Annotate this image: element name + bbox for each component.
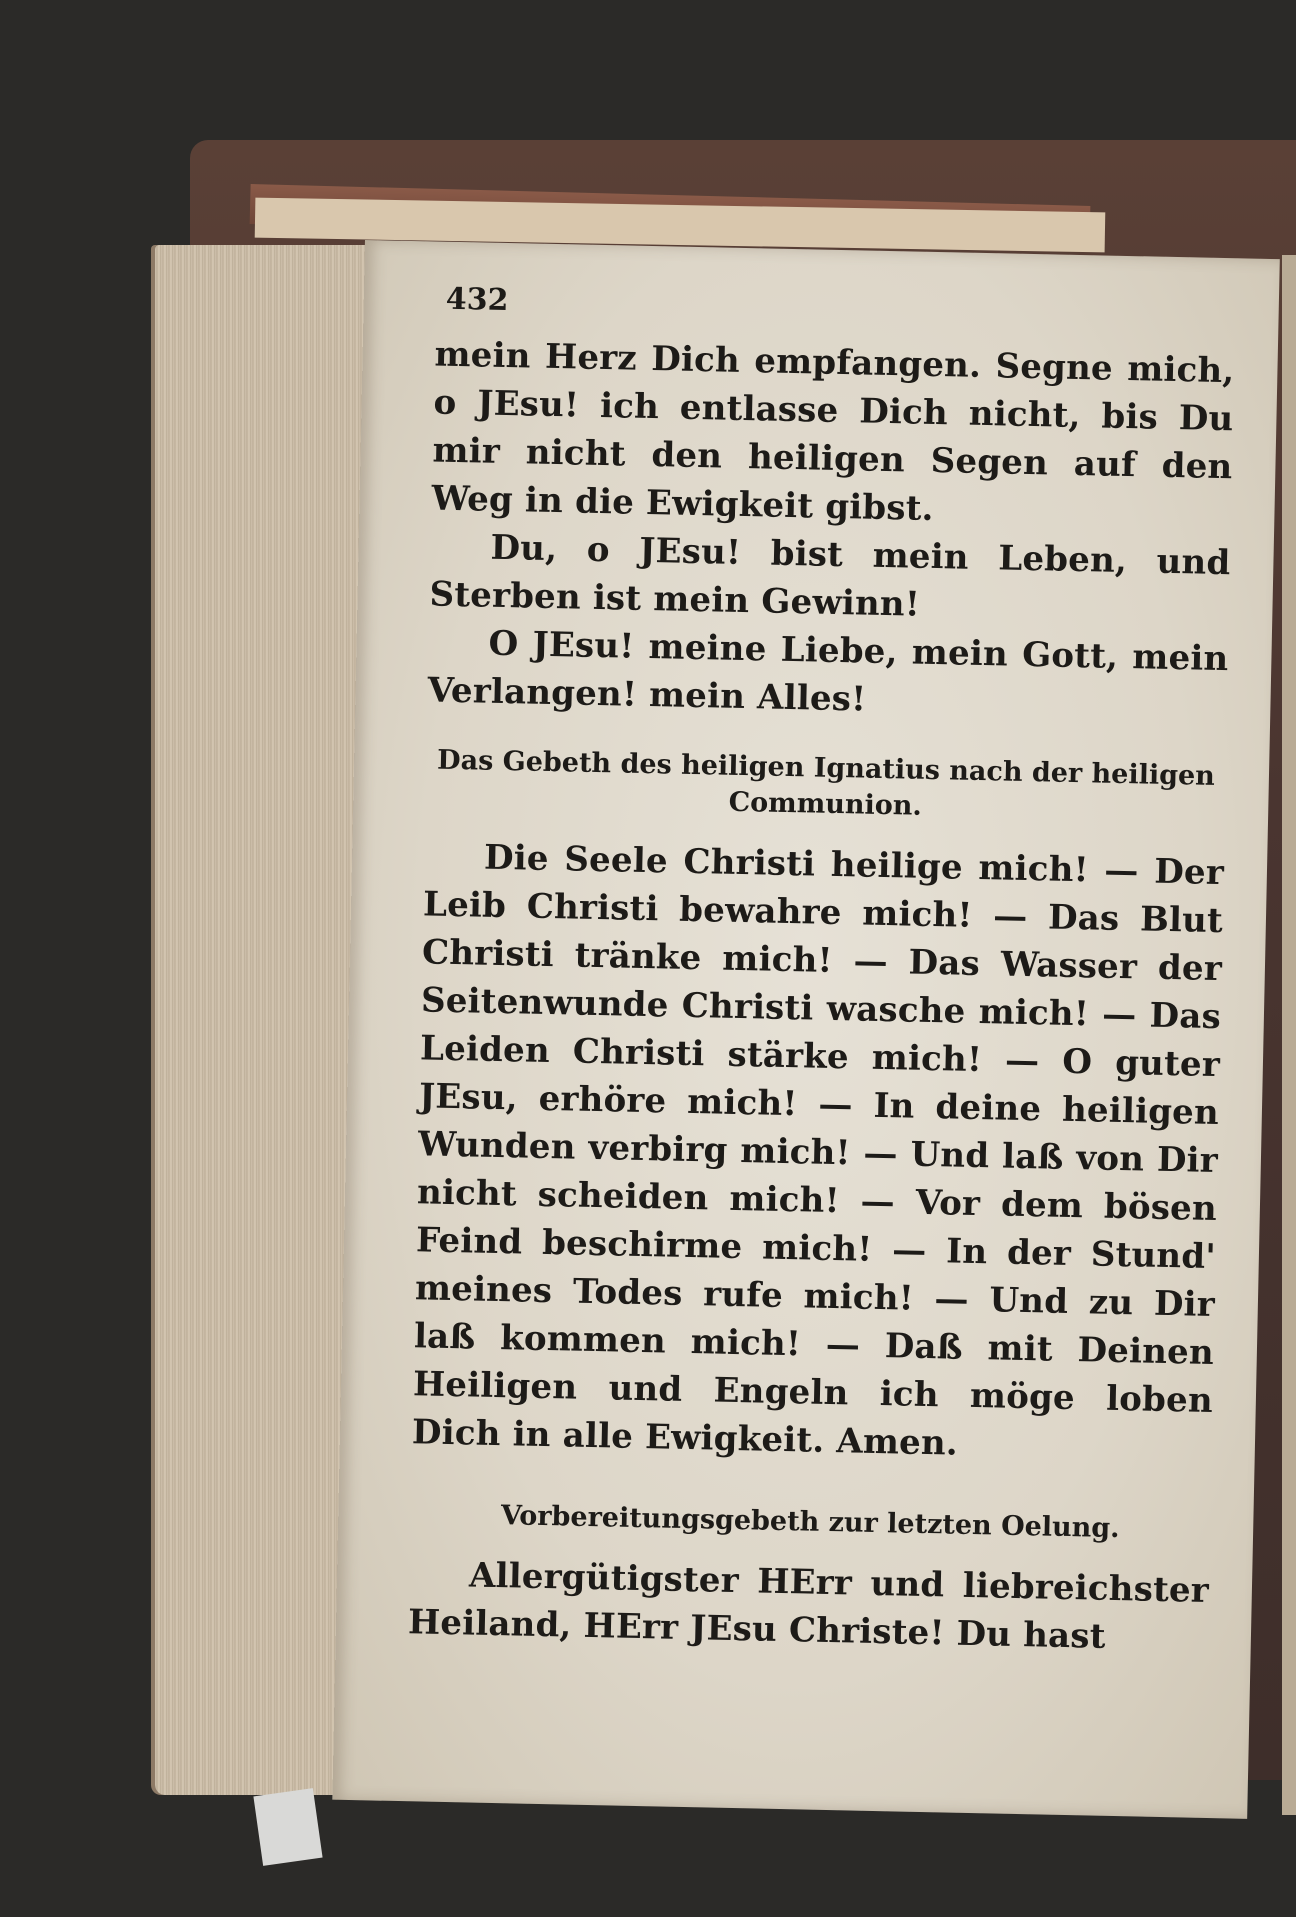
section-heading-ignatius: Das Gebeth des heiligen Ignatius nach der heiligen Communion. (436, 744, 1216, 822)
page-number: 432 (445, 281, 509, 319)
paragraph-3: O JEsu! meine Liebe, mein Gott, mein Verlangen! mein Alles! (427, 623, 1229, 720)
page-text (408, 281, 1236, 1662)
prayer-text: Die Seele Christi heilige mich! — Der Leib Christi bewahre mich! — Das Blut Christi tränke mich! — Das Wasser der Seitenwunde Christi wasche mich! — Das Leiden Christi stärke mich! — O guter JEsu, erhöre mich! — In deine heiligen Wunden verbirg mich! — Und laß von Dir nicht scheiden mich! — Vor dem bösen Feind beschirme mich! — In der Stund' meines Todes rufe mich! — Und zu Dir laß kommen mich! — Daß mit Deinen Heiligen und Engeln ich möge loben Dich in alle Ewigkeit. Amen. (411, 837, 1225, 1464)
section-heading-oelung: Vorbereitungsgebeth zur letzten Oelung. (500, 1500, 1120, 1545)
paragraph-2: Du, o JEsu! bist mein Leben, und Sterben ist mein Gewinn! (429, 527, 1231, 625)
bookmark-slip (253, 1788, 322, 1866)
next-page-edge (1282, 255, 1296, 1815)
last-paragraph: Allergütigster HErr und liebreichster Heiland, HErr JEsu Christe! Du hast (407, 1555, 1210, 1657)
paragraph-1: mein Herz Dich empfangen. Segne mich, o JEsu! ich entlasse Dich nicht, bis Du mir nicht den heiligen Segen auf den Weg in die Ewigkeit gibst. (431, 334, 1235, 529)
book-page (332, 240, 1279, 1819)
